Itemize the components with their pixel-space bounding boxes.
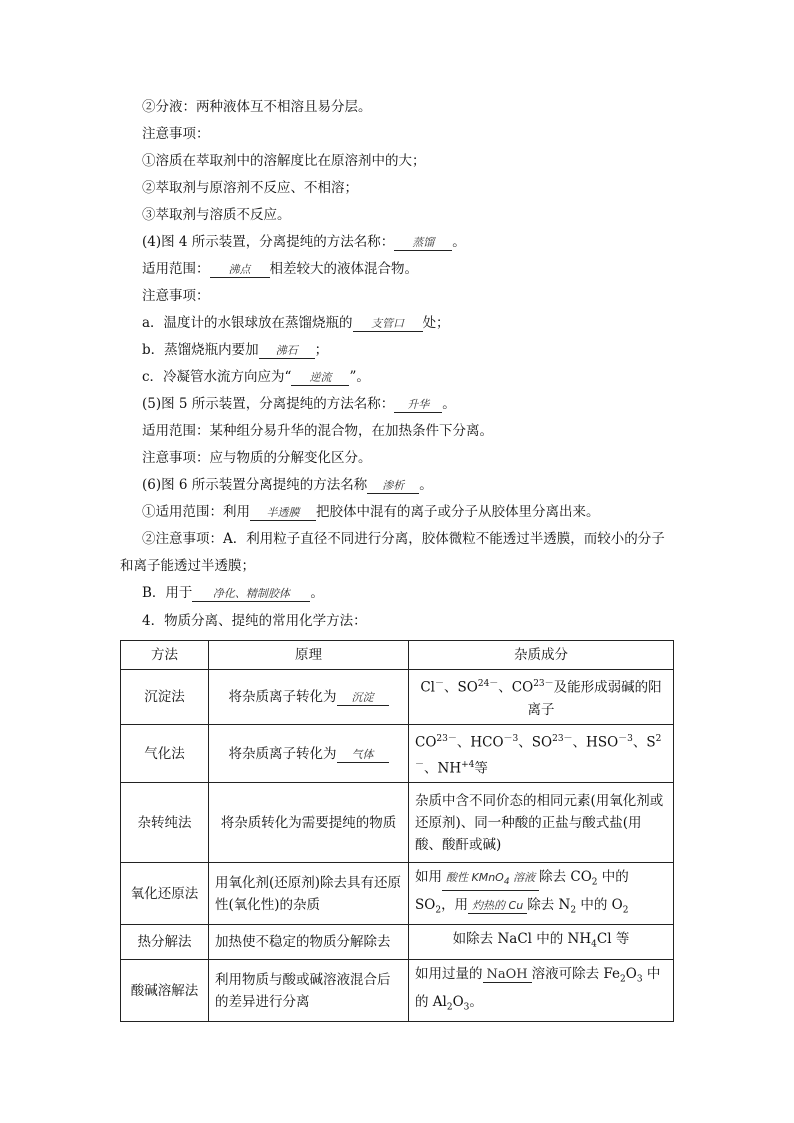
method-cell: 酸碱溶解法: [121, 960, 209, 1022]
text-segment: 、HSO: [572, 734, 619, 751]
subscript: 4: [591, 940, 597, 951]
column-header: 方法: [121, 641, 209, 670]
text-line: [142, 475, 433, 495]
text-segment: 将杂质离子转化为: [228, 689, 337, 705]
answer-blank: 逆流: [291, 370, 349, 386]
text-segment: 中的 SO: [415, 869, 629, 913]
text-line: ②分液：两种液体互不相溶且易分层。: [142, 99, 372, 115]
method-cell: 氧化还原法: [121, 863, 209, 925]
superscript: －3: [503, 734, 519, 744]
text-line: ②注意事项：A．利用粒子直径不同进行分离，胶体微粒不能透过半透膜，而较小的分子: [142, 531, 665, 547]
text-segment: 。: [442, 396, 456, 412]
text-segment: Cl 等: [596, 931, 630, 948]
superscript: －: [435, 679, 445, 690]
column-header: 杂质成分: [409, 641, 674, 670]
impurity-cell: 杂质中含不同价态的相同元素(用氧化剂或还原剂)、同一种酸的正盐与酸式盐(用酸、酸酐或碱): [409, 783, 674, 863]
answer-blank: 灼热的 Cu: [468, 898, 527, 914]
principle-cell: 利用物质与酸或碱溶液混合后的差异进行分离: [209, 960, 409, 1022]
superscript: +4: [461, 759, 475, 770]
text-segment: 等: [474, 760, 488, 776]
text-segment: 把胶体中混有的离子或分子从胶体里分离出来。: [316, 504, 600, 520]
table-header-row: [121, 641, 674, 670]
text-segment: ①适用范围：利用: [142, 504, 250, 520]
impurity-cell: [409, 960, 674, 1022]
text-line: [142, 313, 450, 333]
impurity-cell: [409, 670, 674, 725]
text-segment: O: [452, 993, 464, 1010]
answer-blank: 支管口: [353, 316, 423, 332]
impurity-cell: [409, 925, 674, 960]
answer-blank: 半透膜: [250, 505, 316, 521]
method-cell: 气化法: [121, 725, 209, 783]
text-segment: a．温度计的水银球放在蒸馏烧瓶的: [142, 315, 353, 331]
text-line: [142, 367, 370, 387]
subscript: 2: [591, 877, 598, 888]
text-line: [142, 394, 456, 414]
principle-cell: 用氧化剂(还原剂)除去具有还原性(氧化性)的杂质: [209, 863, 409, 925]
text-line: ③萃取剂与溶质不反应。: [142, 207, 291, 223]
text-line: [142, 583, 324, 603]
text-segment: 将杂质离子转化为: [228, 745, 337, 762]
subscript: 2: [446, 1002, 453, 1013]
principle-cell: [209, 670, 409, 725]
text-segment: b．蒸馏烧瓶内要加: [142, 342, 259, 358]
text-segment: 如用: [415, 869, 442, 885]
text-segment: 除去 CO: [539, 869, 592, 885]
principle-cell: 加热使不稳定的物质分解除去: [209, 925, 409, 960]
text-line: 适用范围：某种组分易升华的混合物，在加热条件下分离。: [142, 423, 493, 439]
subscript: 3: [636, 974, 643, 985]
method-cell: 沉淀法: [121, 670, 209, 725]
text-segment: c．冷凝管水流方向应为“: [142, 369, 292, 385]
text-line: 注意事项：应与物质的分解变化区分。: [142, 450, 372, 466]
column-header: 原理: [209, 641, 409, 670]
text-segment: 。: [419, 477, 433, 493]
answer-blank: 气体: [337, 747, 389, 763]
answer-blank: 蒸馏: [394, 235, 452, 251]
subscript: 2: [570, 905, 577, 916]
text-segment: 酸性 KMnO: [446, 871, 504, 884]
text-segment: 除去 N: [527, 896, 571, 913]
section-heading: 4．物质分离、提纯的常用化学方法：: [142, 613, 367, 629]
text-segment: (4)图 4 所示装置，分离提纯的方法名称：: [142, 234, 395, 250]
text-segment: 溶液: [509, 871, 536, 884]
principle-cell: 将杂质转化为需要提纯的物质: [209, 783, 409, 863]
text-segment: 。: [469, 993, 483, 1010]
text-segment: O: [625, 966, 637, 983]
subscript: 2: [435, 905, 442, 916]
subscript: 2: [620, 974, 626, 985]
separation-methods-table: [120, 640, 674, 1022]
superscript: 23－: [552, 734, 573, 744]
answer-blank: 沸点: [210, 262, 270, 278]
text-segment: 、CO: [498, 679, 534, 696]
text-segment: 如除去 NaCl 中的 NH: [452, 931, 592, 948]
text-segment: 适用范围：: [142, 261, 210, 277]
text-segment: 、SO: [444, 679, 478, 696]
superscript: 24－: [477, 679, 499, 690]
text-segment: 相差较大的液体混合物。: [269, 261, 418, 277]
answer-blank: 渗析: [367, 478, 419, 494]
impurity-cell: [409, 863, 674, 925]
answer-blank: 沉淀: [337, 690, 389, 706]
text-line: [142, 232, 466, 252]
answer-blank: 升华: [394, 397, 442, 413]
text-segment: 中的 Al: [415, 966, 661, 1010]
superscript: 2－: [415, 734, 662, 770]
text-segment: ，用: [441, 896, 469, 913]
answer-blank: [442, 870, 539, 891]
text-segment: 、NH: [424, 760, 462, 776]
text-line: ①溶质在萃取剂中的溶解度比在原溶剂中的大；: [142, 153, 426, 169]
text-segment: CO: [415, 734, 437, 751]
text-line: ②萃取剂与原溶剂不反应、不相溶；: [142, 180, 358, 196]
text-segment: 、S: [632, 734, 656, 751]
text-segment: 、HCO: [456, 734, 504, 751]
text-line: [142, 502, 600, 522]
superscript: 23－: [436, 734, 457, 744]
text-line: 注意事项：: [142, 288, 210, 304]
text-segment: (6)图 6 所示装置分离提纯的方法名称: [142, 477, 368, 493]
answer-blank: NaOH: [483, 967, 532, 983]
text-segment: Cl: [420, 679, 435, 696]
text-segment: 。: [310, 585, 324, 601]
text-line: [142, 340, 328, 360]
subscript: 2: [622, 905, 629, 916]
table-row: [121, 960, 674, 1022]
impurity-cell: [409, 725, 674, 783]
subscript: 4: [503, 877, 510, 888]
table-row: [121, 670, 674, 725]
subscript: 3: [463, 1002, 470, 1013]
text-segment: 中的 O: [576, 896, 623, 913]
table-row: [121, 783, 674, 863]
text-segment: ；: [314, 342, 329, 358]
text-segment: 及能形成弱碱的阳离子: [527, 679, 662, 718]
text-segment: 溶液可除去 Fe: [531, 966, 621, 983]
text-segment: 、SO: [518, 734, 553, 751]
text-line: [142, 259, 418, 279]
text-segment: (5)图 5 所示装置，分离提纯的方法名称：: [142, 396, 395, 412]
method-cell: 热分解法: [121, 925, 209, 960]
text-segment: 。: [452, 234, 466, 250]
table-row: [121, 863, 674, 925]
text-segment: B．用于: [142, 585, 193, 601]
principle-cell: [209, 725, 409, 783]
text-segment: 处；: [422, 315, 450, 331]
text-segment: ”。: [349, 369, 370, 385]
superscript: 23－: [533, 679, 554, 690]
text-line: 注意事项：: [142, 126, 210, 142]
method-cell: 杂转纯法: [121, 783, 209, 863]
table-row: [121, 925, 674, 960]
text-line: 和离子能透过半透膜；: [120, 558, 255, 574]
answer-blank: 沸石: [259, 343, 315, 359]
superscript: －3: [618, 734, 633, 744]
table-row: [121, 725, 674, 783]
text-segment: 如用过量的: [415, 966, 483, 983]
answer-blank: 净化、精制胶体: [192, 586, 310, 602]
